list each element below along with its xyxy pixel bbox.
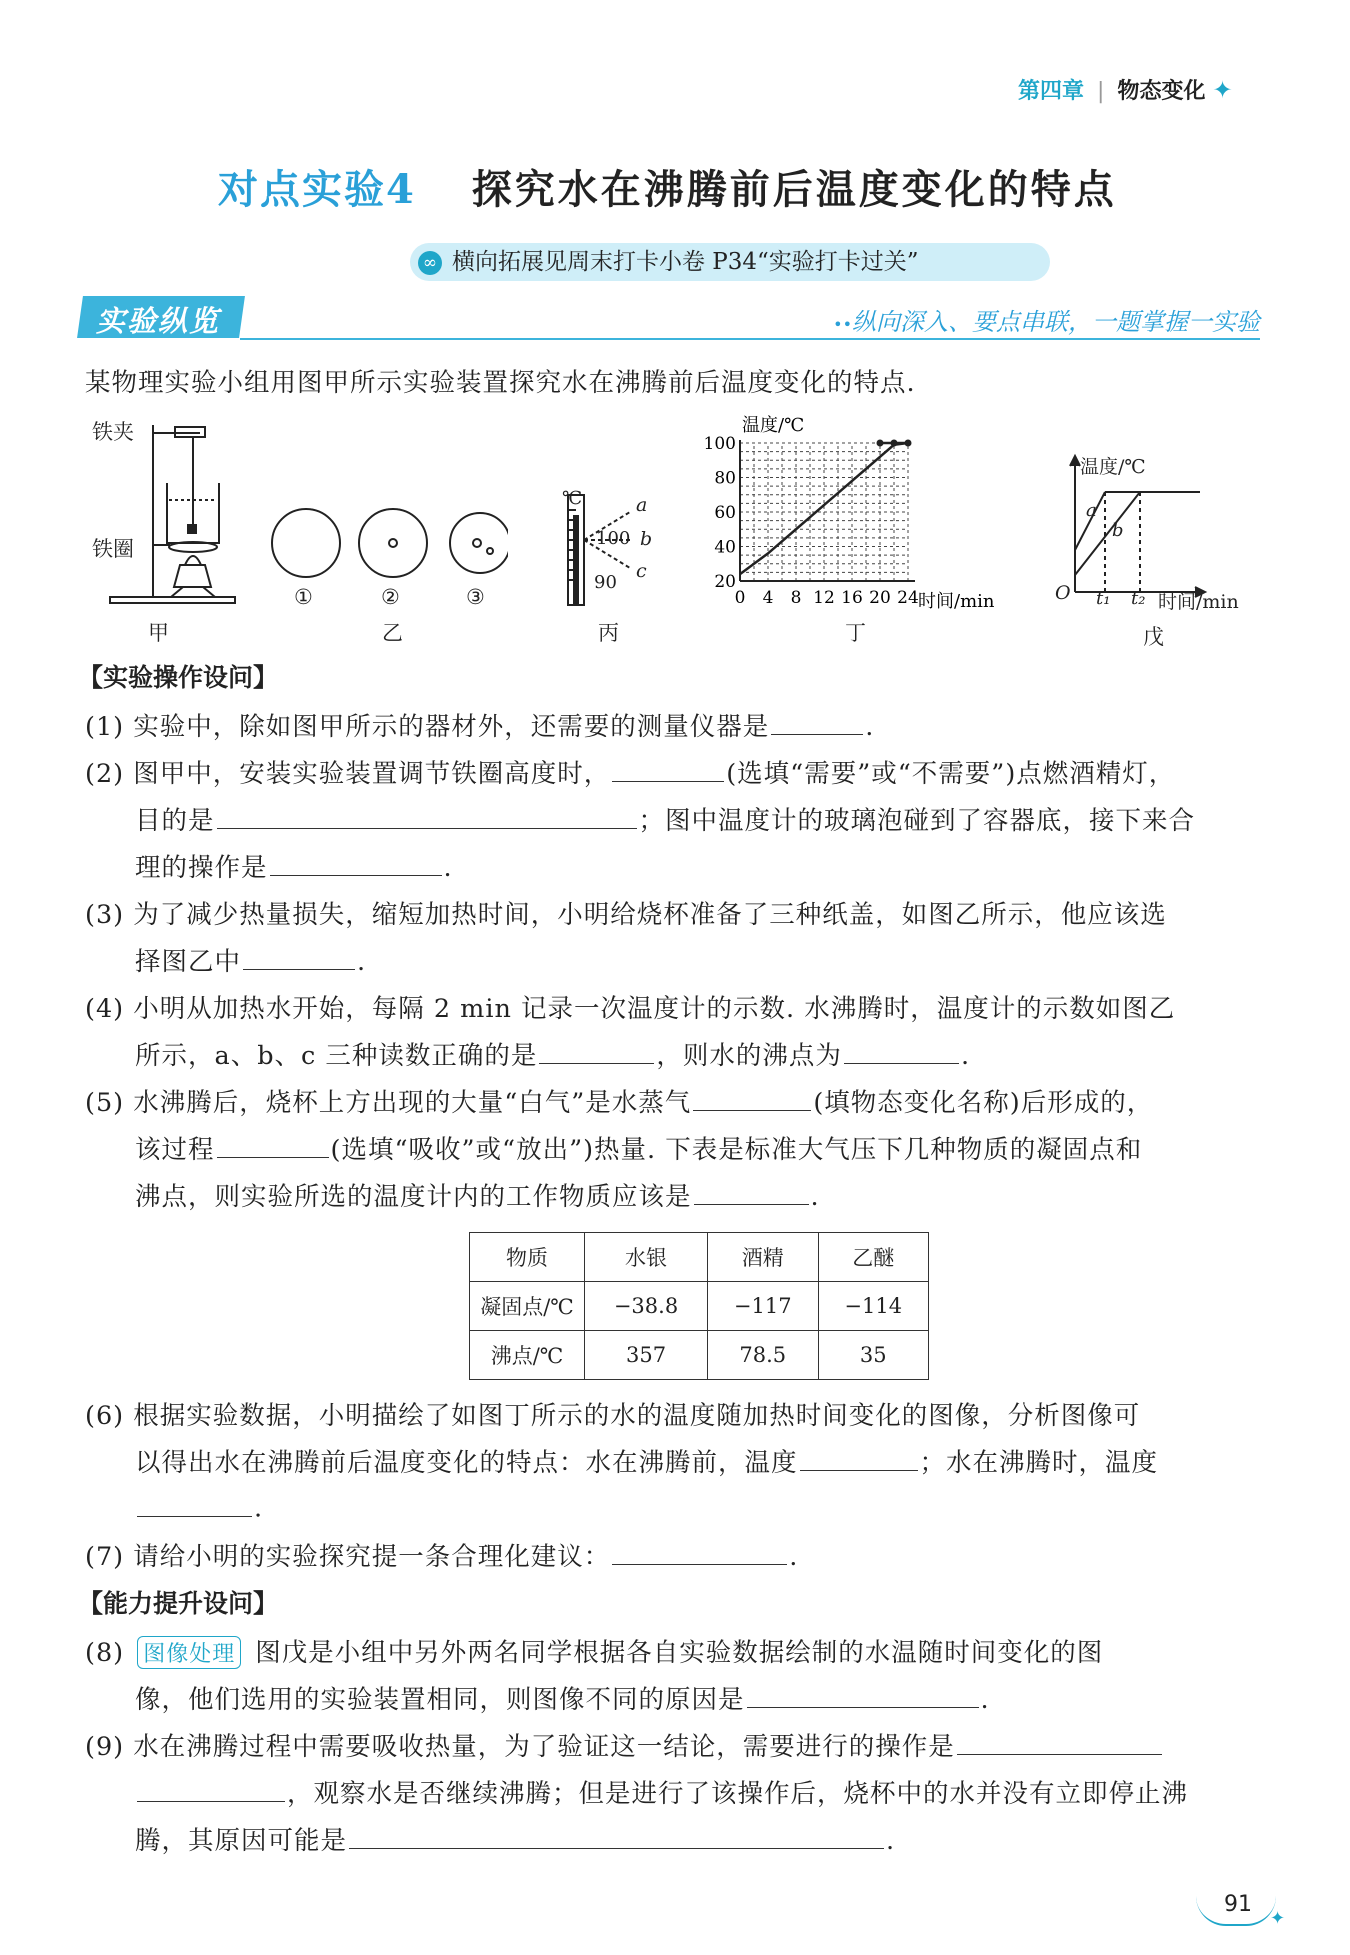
chart-ylabel: 温度/℃: [742, 415, 805, 436]
q9-line3: 腾，其原因可能是 .: [135, 1821, 895, 1857]
wu-t1: t₁: [1096, 588, 1111, 609]
title-main: 探究水在沸腾前后温度变化的特点: [471, 166, 1117, 213]
figure-yi: [268, 505, 508, 585]
answer-blank[interactable]: [957, 1729, 1162, 1756]
answer-blank[interactable]: [694, 1179, 809, 1206]
banner-slogan: ••纵向深入、要点串联，一题掌握一实验: [833, 308, 1260, 336]
sparkle-icon: ✦: [1212, 76, 1233, 104]
chart-xlabel: 时间/min: [918, 591, 995, 612]
bing-mark-100: 100: [596, 528, 631, 549]
reading-a: a: [636, 494, 648, 516]
link-note-text: 横向拓展见周末打卡小卷 P34“实验打卡过关”: [452, 249, 919, 275]
x-tick-label: 0: [734, 588, 746, 608]
data-point: [877, 440, 884, 447]
page-title: [218, 158, 1117, 215]
substance-table: [469, 1232, 929, 1380]
data-point: [905, 440, 912, 447]
q9-line2: ，观察水是否继续沸腾；但是进行了该操作后，烧杯中的水并没有立即停止沸: [135, 1774, 1188, 1810]
link-icon: ∞: [418, 251, 442, 275]
q5-line1: (5) 水沸腾后，烧杯上方出现的大量“白气”是水蒸气 (填物态变化名称)后形成的，: [85, 1083, 1153, 1119]
table-row: [470, 1282, 929, 1331]
answer-blank[interactable]: [771, 709, 863, 736]
caption-yi: 乙: [382, 621, 403, 645]
section-experiment-questions: 【实验操作设问】: [78, 663, 279, 692]
chapter-label: 第四章: [1018, 79, 1085, 104]
q1: (1) 实验中，除如图甲所示的器材外，还需要的测量仪器是 .: [85, 707, 874, 743]
answer-blank[interactable]: [137, 1776, 285, 1803]
chart-grid: [740, 443, 908, 581]
section-ability-questions: 【能力提升设问】: [78, 1589, 279, 1618]
y-tick-label: 20: [714, 572, 736, 592]
table-cell: −117: [708, 1282, 818, 1331]
caption-ding: 丁: [845, 621, 866, 645]
answer-blank[interactable]: [217, 803, 637, 830]
wu-line-b-label: b: [1112, 520, 1124, 541]
answer-blank[interactable]: [539, 1038, 654, 1065]
answer-blank[interactable]: [612, 1539, 787, 1566]
table-cell: −114: [818, 1282, 929, 1331]
table-cell: 凝固点/℃: [470, 1282, 585, 1331]
answer-blank[interactable]: [800, 1445, 918, 1472]
lid-1: [272, 509, 340, 577]
caption-wu: 戊: [1143, 625, 1164, 649]
caption-bing: 丙: [598, 621, 619, 645]
answer-blank[interactable]: [243, 944, 355, 971]
y-tick-label: 60: [714, 503, 736, 523]
banner-rule: [240, 338, 1260, 340]
x-tick-label: 8: [790, 588, 802, 608]
q6-line2: 以得出水在沸腾前后温度变化的特点：水在沸腾前，温度 ；水在沸腾时，温度: [135, 1443, 1158, 1479]
answer-blank[interactable]: [693, 1085, 811, 1112]
topic-label: 物态变化: [1117, 79, 1206, 104]
image-processing-tag: 图像处理: [137, 1636, 241, 1669]
intro-text: 某物理实验小组用图甲所示实验装置探究水在沸腾前后温度变化的特点.: [85, 368, 916, 398]
table-header: 水银: [585, 1233, 708, 1282]
x-tick-label: 24: [897, 588, 919, 608]
answer-blank[interactable]: [349, 1823, 884, 1850]
wu-ylabel: 温度/℃: [1080, 456, 1146, 478]
banner-label-text: 实验纵览: [96, 304, 221, 338]
chart-axes: [740, 440, 915, 581]
lid-3: [450, 513, 508, 573]
q5-line3: 沸点，则实验所选的温度计内的工作物质应该是 .: [135, 1177, 820, 1213]
answer-blank[interactable]: [137, 1490, 252, 1517]
q8-line2: 像，他们选用的实验装置相同，则图像不同的原因是 .: [135, 1680, 990, 1716]
table-cell: 35: [818, 1331, 929, 1380]
y-tick-label: 40: [714, 537, 736, 558]
q2-line3: 理的操作是 .: [135, 848, 453, 884]
table-header-row: [470, 1233, 929, 1282]
chart-ding: [700, 410, 1030, 620]
q6-line1: (6) 根据实验数据，小明描绘了如图丁所示的水的温度随加热时间变化的图像，分析图像可: [85, 1401, 1141, 1431]
answer-blank[interactable]: [217, 1132, 329, 1159]
header-separator: |: [1097, 79, 1105, 104]
wu-line-a-label: a: [1086, 500, 1097, 521]
table-cell: 78.5: [708, 1331, 818, 1380]
link-note: [410, 243, 1050, 281]
x-tick-label: 4: [762, 588, 774, 608]
answer-blank[interactable]: [844, 1038, 959, 1065]
q4-line1: (4) 小明从加热水开始，每隔 2 min 记录一次温度计的示数. 水沸腾时，温度计的示数如图乙: [85, 994, 1176, 1024]
x-tick-label: 12: [813, 588, 835, 608]
table-cell: 沸点/℃: [470, 1331, 585, 1380]
reading-b: b: [640, 528, 653, 550]
table-cell: 357: [585, 1331, 708, 1380]
answer-blank[interactable]: [612, 756, 724, 783]
x-tick-label: 16: [841, 588, 863, 608]
title-prefix: 对点实验4: [218, 166, 416, 213]
answer-blank[interactable]: [747, 1682, 979, 1709]
q3-line1: (3) 为了减少热量损失，缩短加热时间，小明给烧杯准备了三种纸盖，如图乙所示，他应该选: [85, 900, 1167, 930]
table-header: 乙醚: [818, 1233, 929, 1282]
q4-line2: 所示，a、b、c 三种读数正确的是 ，则水的沸点为 .: [135, 1036, 970, 1072]
wu-t2: t₂: [1131, 588, 1146, 609]
bing-unit: ℃: [562, 488, 583, 509]
y-tick-label: 80: [714, 468, 736, 489]
lid-2: [359, 509, 427, 577]
wu-origin: O: [1055, 582, 1071, 604]
line-b: [1075, 492, 1140, 575]
sparkle-icon: ✦: [1270, 1908, 1286, 1929]
q6-line3: .: [135, 1490, 263, 1524]
table-cell: −38.8: [585, 1282, 708, 1331]
q9-line1: (9) 水在沸腾过程中需要吸收热量，为了验证这一结论，需要进行的操作是: [85, 1727, 1164, 1763]
caption-jia: 甲: [148, 621, 169, 645]
q8-line1: (8) 图像处理 图戊是小组中另外两名同学根据各自实验数据绘制的水温随时间变化的图: [85, 1638, 1104, 1668]
reading-c: c: [636, 560, 647, 582]
lid-label-3: ③: [466, 585, 485, 609]
q5-line2: 该过程 (选填“吸收”或“放出”)热量. 下表是标准大气压下几种物质的凝固点和: [135, 1130, 1142, 1166]
ring-label: 铁圈: [92, 537, 134, 561]
bing-mark-90: 90: [594, 572, 617, 593]
lid-label-1: ①: [294, 585, 313, 609]
q2-line2: 目的是 ；图中温度计的玻璃泡碰到了容器底，接下来合: [135, 801, 1195, 837]
clamp-label: 铁夹: [92, 420, 134, 444]
x-tick-label: 20: [869, 588, 891, 608]
q7: (7) 请给小明的实验探究提一条合理化建议： .: [85, 1537, 798, 1573]
lid-label-2: ②: [381, 585, 400, 609]
q2-line1: (2) 图甲中，安装实验装置调节铁圈高度时， (选填“需要”或“不需要”)点燃酒精灯，: [85, 754, 1175, 790]
table-row: [470, 1331, 929, 1380]
chapter-header: [1018, 74, 1233, 105]
page-number: 91 ✦: [1188, 1892, 1298, 1932]
table-header: 酒精: [708, 1233, 818, 1282]
y-tick-label: 100: [703, 434, 736, 454]
data-point: [891, 440, 898, 447]
wu-xlabel: 时间/min: [1158, 591, 1239, 613]
q3-line2: 择图乙中 .: [135, 942, 366, 978]
dots-icon: ••: [833, 315, 852, 334]
answer-blank[interactable]: [270, 850, 442, 877]
banner: [80, 296, 1260, 340]
table-header: 物质: [470, 1233, 585, 1282]
